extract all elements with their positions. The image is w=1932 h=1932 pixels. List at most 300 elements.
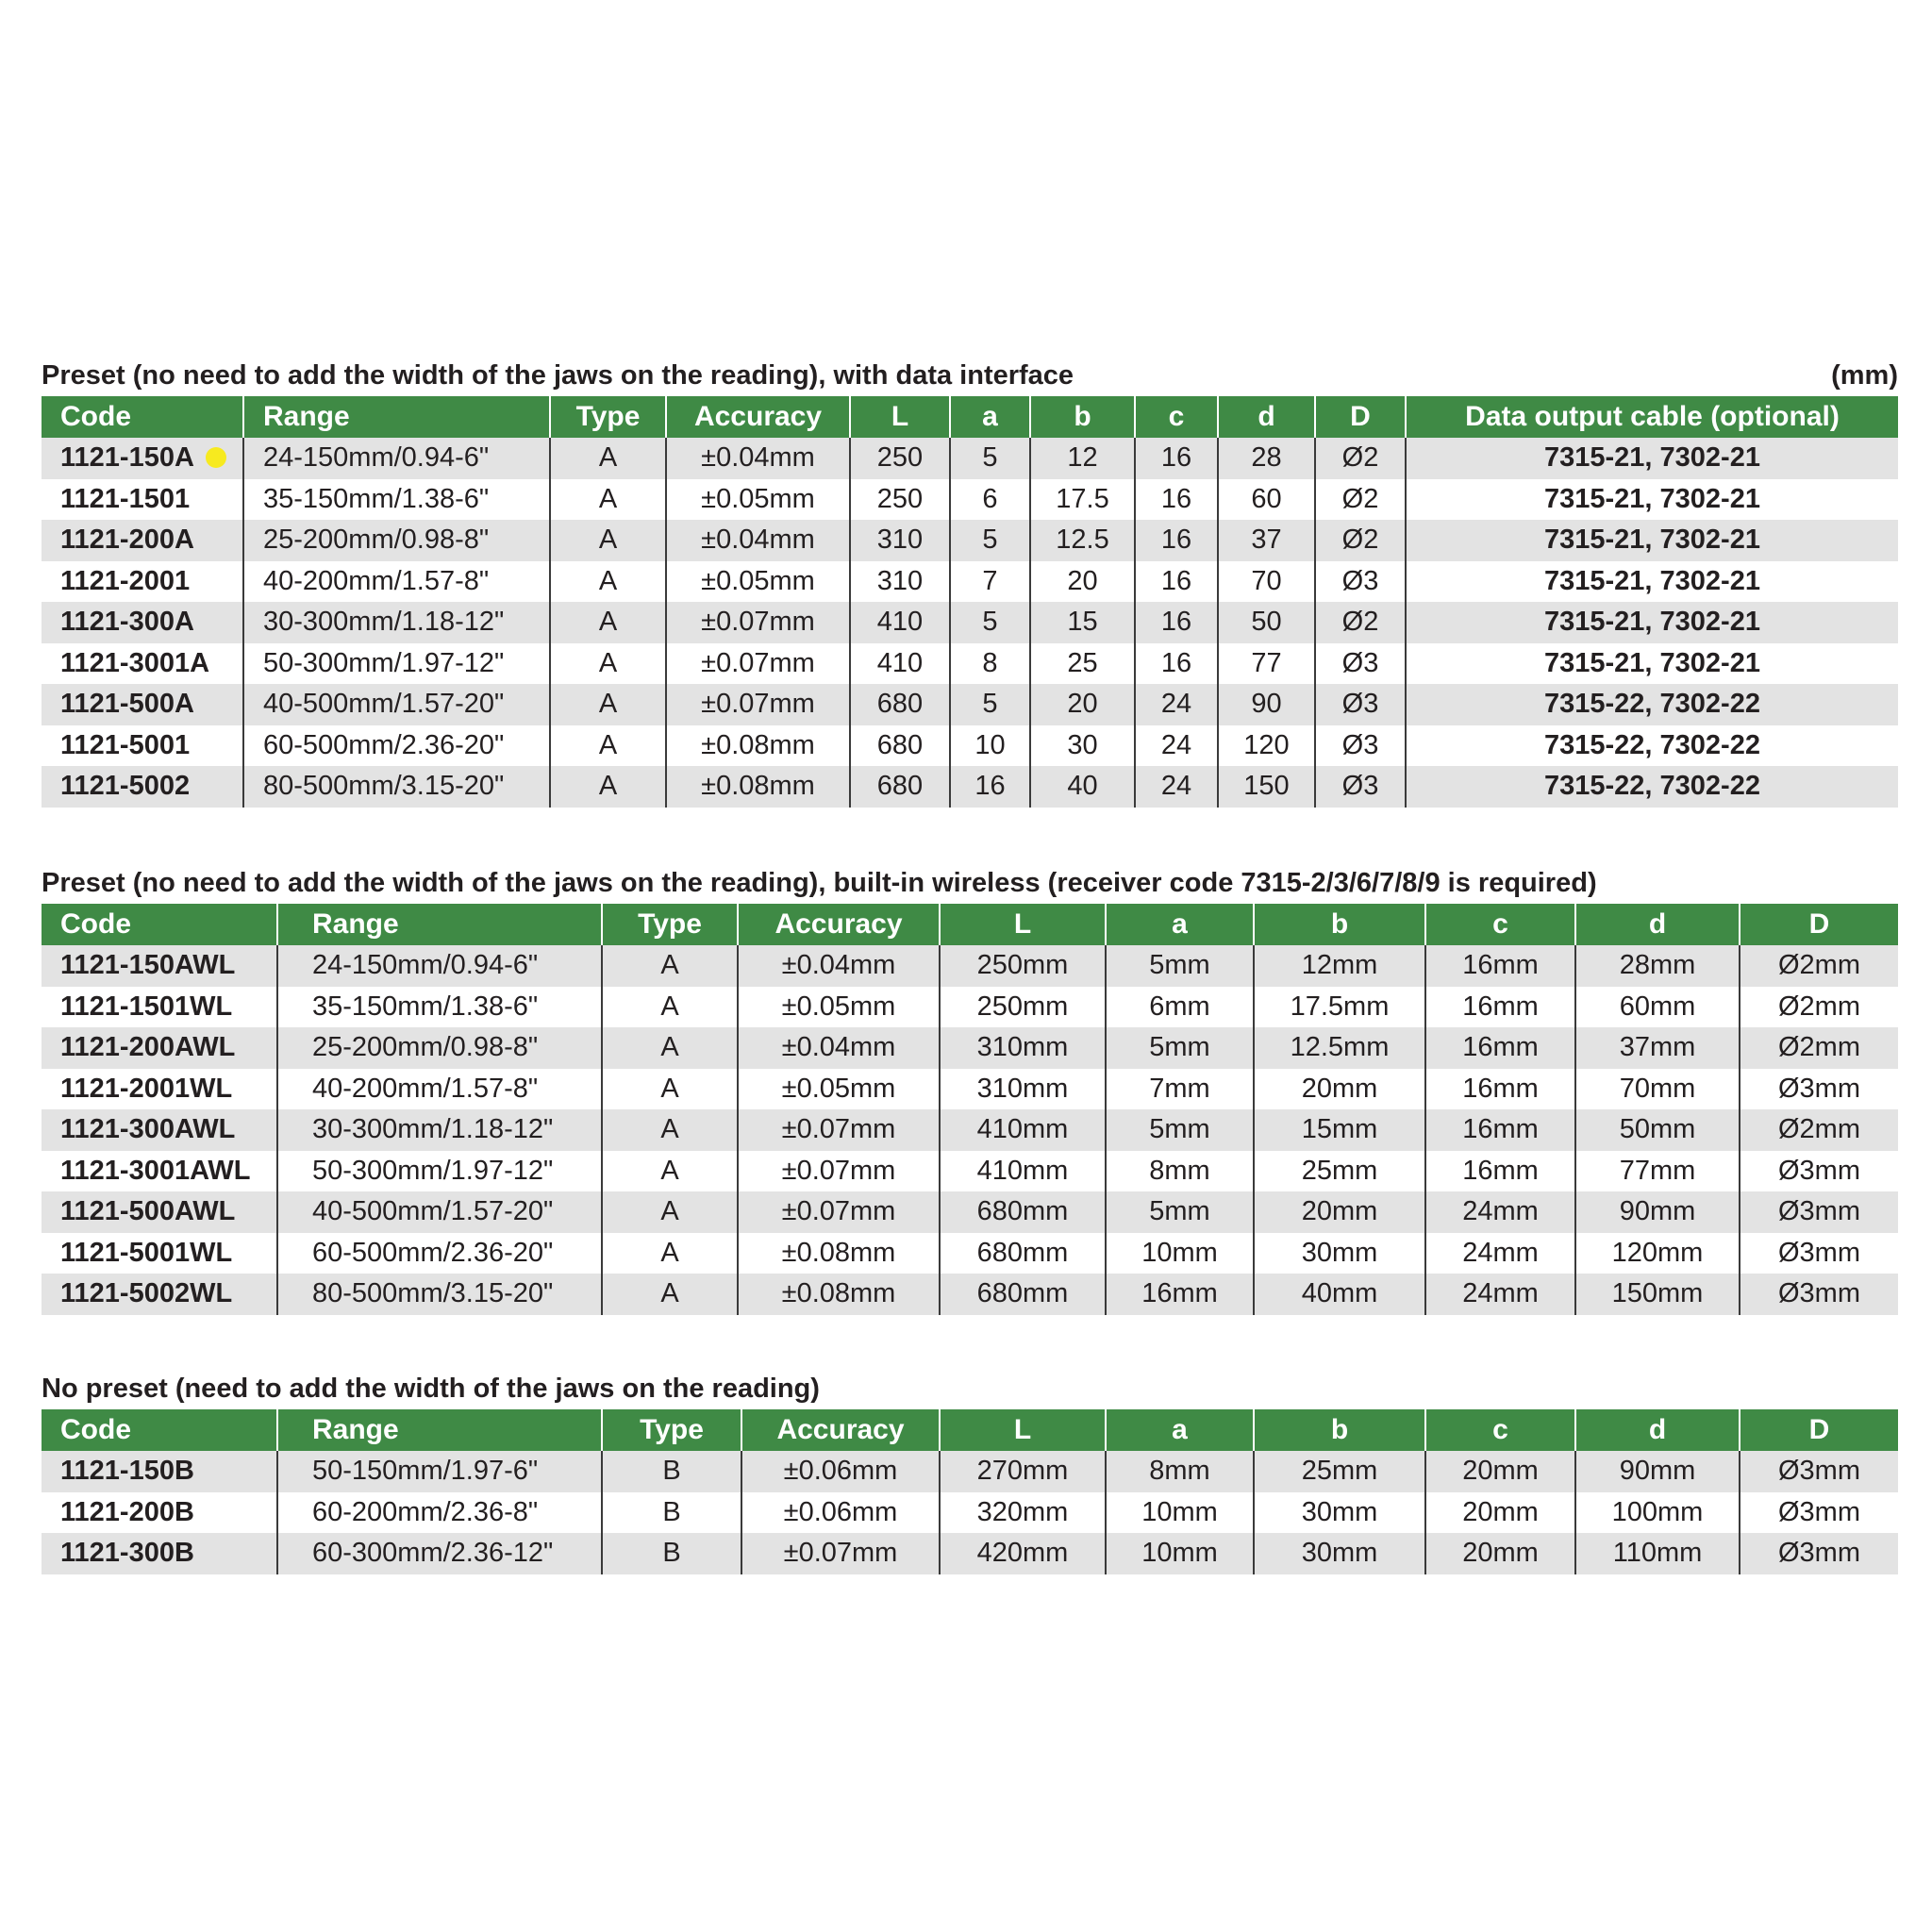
table-row xyxy=(42,1151,1898,1192)
cell-accuracy: ±0.05mm xyxy=(738,987,940,1028)
section-wireless xyxy=(42,862,1898,1315)
cell-accuracy: ±0.04mm xyxy=(666,520,850,561)
table-row xyxy=(42,561,1898,603)
cell-accuracy: ±0.04mm xyxy=(738,945,940,987)
cell-D: Ø2 xyxy=(1315,479,1406,521)
cell-d: 70mm xyxy=(1575,1069,1740,1110)
cell-code xyxy=(42,1451,277,1492)
cell-a: 8 xyxy=(950,643,1030,685)
cell-data-cable: 7315-21, 7302-21 xyxy=(1406,520,1898,561)
cell-L: 270mm xyxy=(940,1451,1106,1492)
cell-d: 70 xyxy=(1218,561,1315,603)
cell-range: 35-150mm/1.38-6" xyxy=(243,479,550,521)
product-code: 1121-5002 xyxy=(60,771,191,802)
cell-type: A xyxy=(550,684,666,725)
section-title xyxy=(42,1368,1898,1409)
cell-data-cable: 7315-22, 7302-22 xyxy=(1406,766,1898,808)
column-header-type: Type xyxy=(550,396,666,438)
product-code: 1121-300A xyxy=(60,607,194,638)
product-code: 1121-500A xyxy=(60,689,194,720)
cell-type: A xyxy=(550,725,666,767)
column-header-c: c xyxy=(1425,1409,1575,1451)
cell-range: 35-150mm/1.38-6" xyxy=(277,987,602,1028)
cell-accuracy: ±0.07mm xyxy=(738,1109,940,1151)
cell-c: 16 xyxy=(1135,561,1218,603)
cell-code xyxy=(42,561,243,603)
cell-d: 90mm xyxy=(1575,1451,1740,1492)
cell-L: 420mm xyxy=(940,1533,1106,1574)
cell-a: 16 xyxy=(950,766,1030,808)
cell-b: 40 xyxy=(1030,766,1135,808)
cell-D: Ø3mm xyxy=(1740,1069,1898,1110)
cell-b: 30mm xyxy=(1254,1533,1425,1574)
cell-code xyxy=(42,684,243,725)
cell-c: 20mm xyxy=(1425,1451,1575,1492)
column-header-D: D xyxy=(1740,904,1898,945)
cell-code xyxy=(42,1151,277,1192)
cell-code xyxy=(42,766,243,808)
cell-data-cable: 7315-22, 7302-22 xyxy=(1406,725,1898,767)
cell-D: Ø2mm xyxy=(1740,945,1898,987)
cell-a: 7mm xyxy=(1106,1069,1254,1110)
table-body xyxy=(42,438,1898,808)
cell-range: 60-300mm/2.36-12" xyxy=(277,1533,602,1574)
cell-c: 24mm xyxy=(1425,1233,1575,1274)
cell-range: 40-200mm/1.57-8" xyxy=(243,561,550,603)
cell-a: 10mm xyxy=(1106,1492,1254,1534)
cell-accuracy: ±0.05mm xyxy=(666,479,850,521)
product-code: 1121-1501 xyxy=(60,483,191,514)
cell-accuracy: ±0.07mm xyxy=(666,684,850,725)
cell-code xyxy=(42,1109,277,1151)
cell-code xyxy=(42,1533,277,1574)
cell-range: 50-300mm/1.97-12" xyxy=(277,1151,602,1192)
cell-type: B xyxy=(602,1451,741,1492)
cell-D: Ø2mm xyxy=(1740,1109,1898,1151)
cell-D: Ø3mm xyxy=(1740,1274,1898,1315)
section-title-text: Preset (no need to add the width of the jaws on the reading), built-in wireless (receiver code 7315-2/3/6/7/8/9 is required) xyxy=(42,868,1597,898)
cell-L: 680 xyxy=(850,684,950,725)
table-row xyxy=(42,520,1898,561)
column-header-b: b xyxy=(1254,904,1425,945)
cell-type: A xyxy=(602,1109,738,1151)
column-header-d: d xyxy=(1575,1409,1740,1451)
cell-a: 16mm xyxy=(1106,1274,1254,1315)
cell-range: 80-500mm/3.15-20" xyxy=(277,1274,602,1315)
cell-a: 5 xyxy=(950,602,1030,643)
cell-code xyxy=(42,438,243,479)
cell-a: 5 xyxy=(950,438,1030,479)
cell-type: A xyxy=(602,1191,738,1233)
column-header-d: d xyxy=(1575,904,1740,945)
cell-d: 60 xyxy=(1218,479,1315,521)
product-code: 1121-3001A xyxy=(60,647,210,678)
column-header-D: D xyxy=(1315,396,1406,438)
cell-b: 12.5mm xyxy=(1254,1027,1425,1069)
cell-d: 120mm xyxy=(1575,1233,1740,1274)
cell-a: 6 xyxy=(950,479,1030,521)
cell-range: 80-500mm/3.15-20" xyxy=(243,766,550,808)
cell-data-cable: 7315-21, 7302-21 xyxy=(1406,561,1898,603)
cell-code xyxy=(42,1069,277,1110)
product-code: 1121-500AWL xyxy=(60,1196,236,1227)
highlight-dot-icon xyxy=(206,447,226,468)
cell-c: 16 xyxy=(1135,643,1218,685)
cell-c: 16mm xyxy=(1425,1027,1575,1069)
table-header-row xyxy=(42,396,1898,438)
cell-data-cable: 7315-21, 7302-21 xyxy=(1406,643,1898,685)
cell-type: A xyxy=(550,602,666,643)
table-header-row xyxy=(42,904,1898,945)
cell-b: 20 xyxy=(1030,684,1135,725)
product-code: 1121-200B xyxy=(60,1496,194,1527)
cell-b: 17.5mm xyxy=(1254,987,1425,1028)
cell-type: A xyxy=(602,987,738,1028)
section-no-preset xyxy=(42,1368,1898,1574)
cell-range: 30-300mm/1.18-12" xyxy=(277,1109,602,1151)
cell-D: Ø3mm xyxy=(1740,1151,1898,1192)
column-header-b: b xyxy=(1254,1409,1425,1451)
column-header-L: L xyxy=(940,1409,1106,1451)
cell-b: 25mm xyxy=(1254,1151,1425,1192)
column-header-accuracy: Accuracy xyxy=(741,1409,940,1451)
cell-code xyxy=(42,602,243,643)
cell-d: 77mm xyxy=(1575,1151,1740,1192)
cell-type: A xyxy=(602,1069,738,1110)
cell-code xyxy=(42,520,243,561)
cell-range: 60-500mm/2.36-20" xyxy=(277,1233,602,1274)
column-header-code: Code xyxy=(60,908,131,940)
cell-range: 60-200mm/2.36-8" xyxy=(277,1492,602,1534)
cell-type: A xyxy=(602,1151,738,1192)
cell-a: 5mm xyxy=(1106,1027,1254,1069)
cell-L: 310mm xyxy=(940,1027,1106,1069)
cell-range: 40-500mm/1.57-20" xyxy=(243,684,550,725)
cell-accuracy: ±0.08mm xyxy=(738,1233,940,1274)
cell-D: Ø3mm xyxy=(1740,1533,1898,1574)
cell-a: 5 xyxy=(950,520,1030,561)
cell-range: 50-300mm/1.97-12" xyxy=(243,643,550,685)
column-header-accuracy: Accuracy xyxy=(738,904,940,945)
table-row xyxy=(42,766,1898,808)
cell-c: 16 xyxy=(1135,602,1218,643)
cell-accuracy: ±0.08mm xyxy=(666,766,850,808)
section-data-interface xyxy=(42,355,1898,808)
section-title xyxy=(42,862,1898,904)
cell-type: B xyxy=(602,1492,741,1534)
product-code: 1121-150B xyxy=(60,1456,194,1487)
spec-table-no-preset xyxy=(42,1409,1898,1574)
cell-L: 250mm xyxy=(940,945,1106,987)
cell-range: 25-200mm/0.98-8" xyxy=(277,1027,602,1069)
column-header-a: a xyxy=(1106,904,1254,945)
column-header-c: c xyxy=(1135,396,1218,438)
cell-b: 15 xyxy=(1030,602,1135,643)
cell-d: 50mm xyxy=(1575,1109,1740,1151)
cell-d: 28mm xyxy=(1575,945,1740,987)
table-row xyxy=(42,1027,1898,1069)
column-header-range: Range xyxy=(277,904,602,945)
cell-L: 410 xyxy=(850,602,950,643)
product-code: 1121-2001WL xyxy=(60,1073,233,1104)
column-header-type: Type xyxy=(602,1409,741,1451)
cell-b: 30mm xyxy=(1254,1492,1425,1534)
cell-range: 24-150mm/0.94-6" xyxy=(243,438,550,479)
cell-a: 6mm xyxy=(1106,987,1254,1028)
cell-a: 5mm xyxy=(1106,1109,1254,1151)
cell-L: 320mm xyxy=(940,1492,1106,1534)
column-header-accuracy: Accuracy xyxy=(666,396,850,438)
cell-data-cable: 7315-21, 7302-21 xyxy=(1406,602,1898,643)
cell-L: 310 xyxy=(850,561,950,603)
cell-c: 16mm xyxy=(1425,1151,1575,1192)
column-header-a: a xyxy=(950,396,1030,438)
cell-code xyxy=(42,1492,277,1534)
table-row xyxy=(42,1191,1898,1233)
cell-type: A xyxy=(602,945,738,987)
product-code: 1121-200A xyxy=(60,525,194,556)
cell-b: 12 xyxy=(1030,438,1135,479)
table-row xyxy=(42,725,1898,767)
cell-c: 24mm xyxy=(1425,1274,1575,1315)
cell-accuracy: ±0.06mm xyxy=(741,1451,940,1492)
column-header-range: Range xyxy=(243,396,550,438)
cell-a: 10mm xyxy=(1106,1233,1254,1274)
cell-type: A xyxy=(550,561,666,603)
cell-range: 50-150mm/1.97-6" xyxy=(277,1451,602,1492)
table-row xyxy=(42,1233,1898,1274)
cell-D: Ø2 xyxy=(1315,602,1406,643)
cell-d: 100mm xyxy=(1575,1492,1740,1534)
cell-code xyxy=(42,1027,277,1069)
cell-c: 24mm xyxy=(1425,1191,1575,1233)
cell-b: 40mm xyxy=(1254,1274,1425,1315)
cell-b: 25 xyxy=(1030,643,1135,685)
column-header-data-cable: Data output cable (optional) xyxy=(1406,396,1898,438)
product-code: 1121-3001AWL xyxy=(60,1155,251,1186)
cell-a: 7 xyxy=(950,561,1030,603)
table-row xyxy=(42,602,1898,643)
cell-accuracy: ±0.08mm xyxy=(738,1274,940,1315)
cell-D: Ø3mm xyxy=(1740,1492,1898,1534)
table-row xyxy=(42,1274,1898,1315)
product-code: 1121-150AWL xyxy=(60,950,236,981)
product-code: 1121-300B xyxy=(60,1538,194,1569)
cell-a: 5mm xyxy=(1106,1191,1254,1233)
column-header-d: d xyxy=(1218,396,1315,438)
cell-b: 20mm xyxy=(1254,1069,1425,1110)
column-header-code: Code xyxy=(60,1414,131,1445)
section-title-text: No preset (need to add the width of the jaws on the reading) xyxy=(42,1374,820,1404)
cell-accuracy: ±0.07mm xyxy=(741,1533,940,1574)
cell-L: 680mm xyxy=(940,1233,1106,1274)
cell-L: 310 xyxy=(850,520,950,561)
table-header-row xyxy=(42,1409,1898,1451)
table-row xyxy=(42,1492,1898,1534)
cell-d: 37 xyxy=(1218,520,1315,561)
cell-accuracy: ±0.04mm xyxy=(666,438,850,479)
column-header-D: D xyxy=(1740,1409,1898,1451)
cell-b: 12.5 xyxy=(1030,520,1135,561)
table-row xyxy=(42,1451,1898,1492)
cell-accuracy: ±0.07mm xyxy=(666,643,850,685)
cell-b: 20mm xyxy=(1254,1191,1425,1233)
cell-L: 680 xyxy=(850,725,950,767)
cell-L: 680mm xyxy=(940,1274,1106,1315)
column-header-L: L xyxy=(940,904,1106,945)
spec-table-data-interface xyxy=(42,396,1898,808)
cell-d: 150mm xyxy=(1575,1274,1740,1315)
cell-d: 90mm xyxy=(1575,1191,1740,1233)
cell-b: 25mm xyxy=(1254,1451,1425,1492)
cell-type: B xyxy=(602,1533,741,1574)
column-header-type: Type xyxy=(602,904,738,945)
column-header-range: Range xyxy=(277,1409,602,1451)
table-row xyxy=(42,1533,1898,1574)
product-code: 1121-1501WL xyxy=(60,991,233,1022)
cell-accuracy: ±0.08mm xyxy=(666,725,850,767)
product-code: 1121-5001 xyxy=(60,729,191,760)
cell-data-cable: 7315-22, 7302-22 xyxy=(1406,684,1898,725)
cell-L: 680 xyxy=(850,766,950,808)
table-row xyxy=(42,438,1898,479)
cell-data-cable: 7315-21, 7302-21 xyxy=(1406,479,1898,521)
table-row xyxy=(42,684,1898,725)
table-body xyxy=(42,1451,1898,1574)
cell-D: Ø3 xyxy=(1315,561,1406,603)
table-row xyxy=(42,479,1898,521)
table-row xyxy=(42,643,1898,685)
column-header-c: c xyxy=(1425,904,1575,945)
cell-c: 16 xyxy=(1135,520,1218,561)
cell-range: 60-500mm/2.36-20" xyxy=(243,725,550,767)
cell-d: 110mm xyxy=(1575,1533,1740,1574)
product-code: 1121-5001WL xyxy=(60,1237,233,1268)
column-header-code: Code xyxy=(60,401,131,432)
cell-code xyxy=(42,725,243,767)
cell-a: 8mm xyxy=(1106,1451,1254,1492)
cell-accuracy: ±0.06mm xyxy=(741,1492,940,1534)
cell-type: A xyxy=(602,1233,738,1274)
cell-data-cable: 7315-21, 7302-21 xyxy=(1406,438,1898,479)
cell-type: A xyxy=(550,643,666,685)
cell-range: 40-500mm/1.57-20" xyxy=(277,1191,602,1233)
cell-a: 8mm xyxy=(1106,1151,1254,1192)
cell-accuracy: ±0.07mm xyxy=(738,1151,940,1192)
cell-b: 20 xyxy=(1030,561,1135,603)
cell-L: 680mm xyxy=(940,1191,1106,1233)
cell-L: 410 xyxy=(850,643,950,685)
cell-type: A xyxy=(550,520,666,561)
cell-a: 5 xyxy=(950,684,1030,725)
cell-L: 410mm xyxy=(940,1151,1106,1192)
cell-code xyxy=(42,479,243,521)
column-header-L: L xyxy=(850,396,950,438)
cell-L: 250 xyxy=(850,438,950,479)
product-code: 1121-300AWL xyxy=(60,1114,236,1145)
cell-c: 16mm xyxy=(1425,1109,1575,1151)
table-row xyxy=(42,987,1898,1028)
cell-D: Ø3 xyxy=(1315,684,1406,725)
column-header-a: a xyxy=(1106,1409,1254,1451)
cell-accuracy: ±0.07mm xyxy=(666,602,850,643)
product-code: 1121-2001 xyxy=(60,565,191,596)
cell-d: 60mm xyxy=(1575,987,1740,1028)
cell-range: 40-200mm/1.57-8" xyxy=(277,1069,602,1110)
cell-b: 15mm xyxy=(1254,1109,1425,1151)
cell-d: 90 xyxy=(1218,684,1315,725)
cell-range: 30-300mm/1.18-12" xyxy=(243,602,550,643)
cell-type: A xyxy=(602,1027,738,1069)
cell-d: 120 xyxy=(1218,725,1315,767)
cell-range: 24-150mm/0.94-6" xyxy=(277,945,602,987)
cell-b: 30 xyxy=(1030,725,1135,767)
cell-L: 310mm xyxy=(940,1069,1106,1110)
product-code: 1121-5002WL xyxy=(60,1278,233,1309)
product-code: 1121-150A xyxy=(60,442,194,474)
spec-table-wireless xyxy=(42,904,1898,1315)
cell-code xyxy=(42,1274,277,1315)
cell-d: 28 xyxy=(1218,438,1315,479)
product-code: 1121-200AWL xyxy=(60,1032,236,1063)
cell-type: A xyxy=(602,1274,738,1315)
cell-c: 16mm xyxy=(1425,987,1575,1028)
cell-c: 16mm xyxy=(1425,1069,1575,1110)
cell-a: 10mm xyxy=(1106,1533,1254,1574)
cell-a: 5mm xyxy=(1106,945,1254,987)
cell-L: 250mm xyxy=(940,987,1106,1028)
cell-d: 50 xyxy=(1218,602,1315,643)
cell-accuracy: ±0.07mm xyxy=(738,1191,940,1233)
cell-D: Ø3mm xyxy=(1740,1451,1898,1492)
table-row xyxy=(42,1069,1898,1110)
cell-D: Ø3mm xyxy=(1740,1191,1898,1233)
table-body xyxy=(42,945,1898,1315)
cell-D: Ø3mm xyxy=(1740,1233,1898,1274)
cell-c: 16mm xyxy=(1425,945,1575,987)
cell-d: 150 xyxy=(1218,766,1315,808)
cell-D: Ø2 xyxy=(1315,438,1406,479)
section-title-text: Preset (no need to add the width of the jaws on the reading), with data interface xyxy=(42,360,1074,391)
cell-c: 20mm xyxy=(1425,1492,1575,1534)
cell-D: Ø2 xyxy=(1315,520,1406,561)
cell-type: A xyxy=(550,479,666,521)
cell-code xyxy=(42,987,277,1028)
cell-code xyxy=(42,945,277,987)
cell-b: 12mm xyxy=(1254,945,1425,987)
table-row xyxy=(42,1109,1898,1151)
cell-type: A xyxy=(550,766,666,808)
cell-b: 30mm xyxy=(1254,1233,1425,1274)
cell-accuracy: ±0.05mm xyxy=(666,561,850,603)
cell-code xyxy=(42,643,243,685)
cell-D: Ø3 xyxy=(1315,766,1406,808)
unit-label: (mm) xyxy=(1831,360,1898,391)
cell-L: 250 xyxy=(850,479,950,521)
cell-c: 24 xyxy=(1135,725,1218,767)
cell-L: 410mm xyxy=(940,1109,1106,1151)
cell-code xyxy=(42,1191,277,1233)
cell-D: Ø3 xyxy=(1315,643,1406,685)
cell-code xyxy=(42,1233,277,1274)
cell-a: 10 xyxy=(950,725,1030,767)
cell-c: 16 xyxy=(1135,438,1218,479)
cell-b: 17.5 xyxy=(1030,479,1135,521)
cell-c: 24 xyxy=(1135,684,1218,725)
column-header-b: b xyxy=(1030,396,1135,438)
cell-type: A xyxy=(550,438,666,479)
cell-D: Ø2mm xyxy=(1740,1027,1898,1069)
